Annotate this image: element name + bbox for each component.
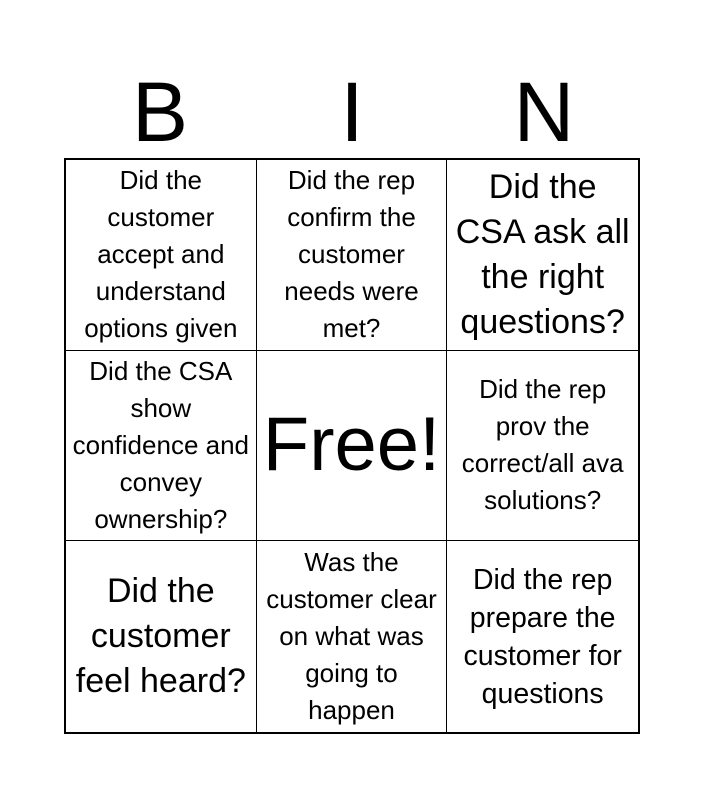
bingo-cell-r3c3[interactable] [447,541,638,732]
bingo-board [64,158,640,734]
bingo-header [64,62,640,158]
cell-text: Did the customer accept and understand options given [84,165,238,344]
cell-text: Did the rep prov the correct/all ava solutions? [461,374,624,516]
cell-text: Did the rep prepare the customer for questions [463,563,622,710]
header-letter-n: N [513,65,575,159]
cell-text: Did the customer feel heard? [75,572,246,701]
bingo-cell-r1c3[interactable] [447,160,638,351]
bingo-cell-r3c1[interactable] [66,541,257,732]
cell-text: Was the customer clear on what was going to happen [266,547,437,726]
free-space-label: Free! [262,402,441,488]
header-letter-b: B [131,65,189,159]
cell-text: Did the CSA ask all the right questions? [455,167,630,341]
bingo-cell-r3c2[interactable] [257,541,448,732]
bingo-cell-r1c2[interactable] [257,160,448,351]
cell-text: Did the CSA show confidence and convey ownership? [72,355,250,534]
header-letter-i: I [340,65,364,159]
bingo-cell-r1c1[interactable] [66,160,257,351]
bingo-cell-r2c3[interactable] [447,351,638,542]
bingo-cell-r2c1[interactable] [66,351,257,542]
bingo-cell-free[interactable] [257,351,448,542]
cell-text: Did the rep confirm the customer needs were met? [284,165,419,344]
